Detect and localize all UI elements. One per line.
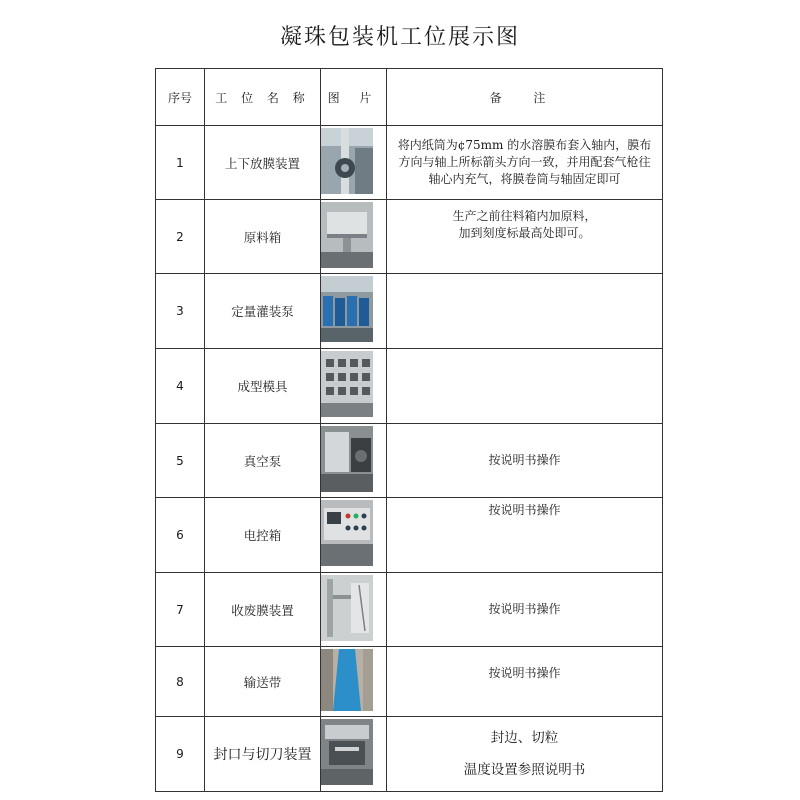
row-name: 真空泵: [205, 424, 321, 498]
material-tank-photo: [321, 200, 387, 274]
row-note: 按说明书操作: [387, 573, 663, 647]
table-row: [156, 573, 663, 647]
row-name: 收废膜装置: [205, 573, 321, 647]
sealing-cutter-photo: [321, 717, 387, 792]
conveyor-belt-photo: [321, 647, 387, 717]
table-row: [156, 126, 663, 200]
header-name: 工 位 名 称: [205, 69, 321, 126]
row-note: [387, 349, 663, 424]
table-row: [156, 717, 663, 792]
header-index: 序号: [156, 69, 205, 126]
table-row: [156, 498, 663, 573]
row-note: 封边、切粒 温度设置参照说明书: [387, 717, 663, 792]
header-note: 备 注: [387, 69, 663, 126]
workstation-table: [155, 68, 663, 792]
waste-film-photo: [321, 573, 387, 647]
row-name: 上下放膜装置: [205, 126, 321, 200]
row-index: 3: [156, 274, 205, 349]
row-index: 1: [156, 126, 205, 200]
row-index: 2: [156, 200, 205, 274]
row-index: 7: [156, 573, 205, 647]
row-note: 按说明书操作: [387, 424, 663, 498]
film-roller-photo: [321, 126, 387, 200]
vacuum-pump-photo: [321, 424, 387, 498]
control-box-photo: [321, 498, 387, 573]
row-note: 生产之前往料箱内加原料， 加到刻度标最高处即可。: [387, 200, 663, 274]
table-header-row: [156, 69, 663, 126]
row-name: 封口与切刀装置: [205, 717, 321, 792]
table-row: [156, 424, 663, 498]
row-index: 8: [156, 647, 205, 717]
row-name: 原料箱: [205, 200, 321, 274]
row-note: [387, 274, 663, 349]
header-picture: 图 片: [321, 69, 387, 126]
row-note: 按说明书操作: [387, 647, 663, 717]
filling-pump-photo: [321, 274, 387, 349]
table-row: [156, 349, 663, 424]
row-index: 6: [156, 498, 205, 573]
row-name: 输送带: [205, 647, 321, 717]
table-row: [156, 200, 663, 274]
table-row: [156, 274, 663, 349]
table-row: [156, 647, 663, 717]
row-note: 将内纸筒为¢75mm 的水溶膜布套入轴内，膜布 方向与轴上所标箭头方向一致，并用配套气枪往 轴心内充气，将膜卷筒与轴固定即可: [387, 126, 663, 200]
forming-mold-photo: [321, 349, 387, 424]
row-index: 4: [156, 349, 205, 424]
row-index: 9: [156, 717, 205, 792]
row-note: 按说明书操作: [387, 498, 663, 573]
row-index: 5: [156, 424, 205, 498]
row-name: 电控箱: [205, 498, 321, 573]
row-name: 成型模具: [205, 349, 321, 424]
page-title: 凝珠包装机工位展示图: [279, 25, 520, 50]
row-name: 定量灌装泵: [205, 274, 321, 349]
